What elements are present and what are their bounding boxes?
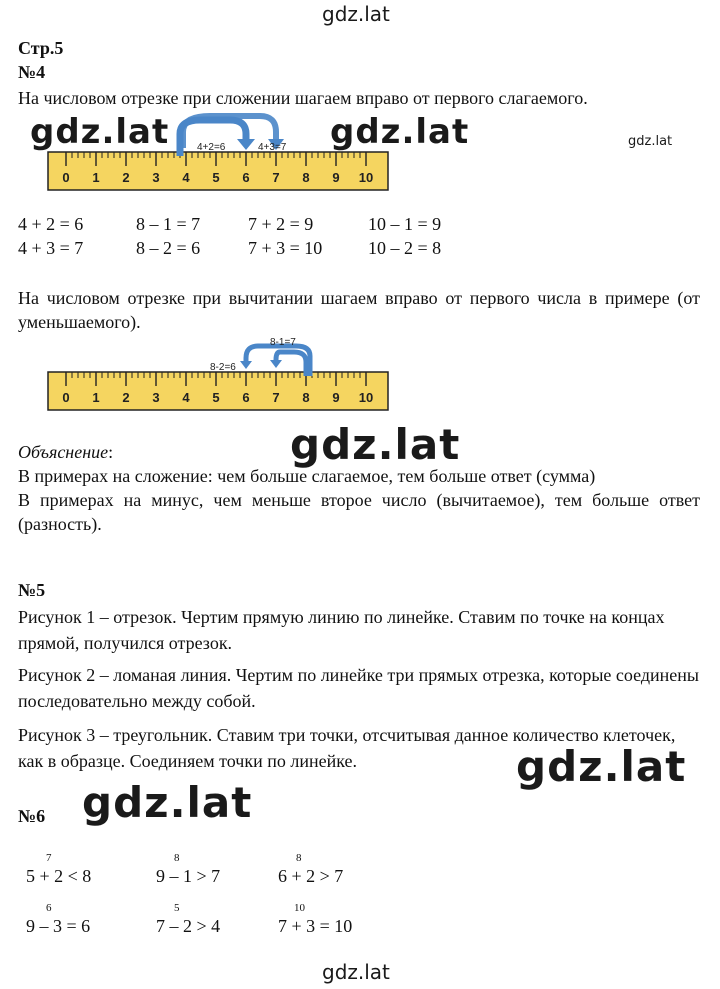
- ruler-tick-label: 6: [242, 390, 250, 405]
- watermark-ruler-mid: gdz.lat: [330, 112, 470, 152]
- comparison-hint: 8: [296, 852, 302, 864]
- task6-number: №6: [18, 806, 46, 826]
- equation: 8 – 2 = 6: [136, 238, 201, 258]
- ruler-tick-label: 1: [92, 390, 100, 405]
- equation: 10 – 2 = 8: [368, 238, 442, 258]
- ruler-tick-label: 2: [122, 390, 130, 405]
- arrow-label-8-2: 8-2=6: [210, 362, 236, 373]
- arrow-label-8-1: 8-1=7: [270, 337, 296, 348]
- watermark-center: gdz.lat: [290, 420, 461, 469]
- explanation-colon: :: [108, 442, 114, 462]
- comparison-expr: 9 – 3 = 6: [26, 916, 91, 936]
- comparison-expr: 6 + 2 > 7: [278, 866, 344, 886]
- ruler-tick-label: 0: [62, 170, 70, 185]
- ruler-tick-label: 2: [122, 170, 130, 185]
- watermark-top: gdz.lat: [322, 2, 390, 26]
- task4-intro: На числовом отрезке при сложении шагаем вправо от первого слагаемого.: [18, 88, 588, 108]
- watermark-bottom: gdz.lat: [322, 960, 390, 984]
- watermark-ruler-right: gdz.lat: [628, 134, 673, 149]
- ruler-tick-label: 8: [302, 390, 310, 405]
- ruler-tick-label: 0: [62, 390, 70, 405]
- ruler-tick-label: 9: [332, 170, 340, 185]
- number-line-subtraction: [40, 332, 400, 414]
- task5-number: №5: [18, 580, 46, 600]
- explanation-heading: [18, 440, 113, 464]
- ruler-tick-label: 10: [358, 170, 374, 185]
- task5-para3: Рисунок 3 – треугольник. Ставим три точки, отсчитывая данное количество клеточек, как в образце. Соединяем точки по линейке.: [18, 725, 676, 771]
- ruler-tick-label: 4: [182, 390, 190, 405]
- comparison-expr: 7 + 3 = 10: [278, 916, 353, 936]
- task4-number: №4: [18, 62, 46, 82]
- comparison-expr: 5 + 2 < 8: [26, 866, 92, 886]
- comparison-expr: 7 – 2 > 4: [156, 916, 221, 936]
- arrow1-label: 4+2=6: [197, 142, 226, 153]
- task5-para2: Рисунок 2 – ломаная линия. Чертим по линейке три прямых отрезка, которые соединены последовательно между собой.: [18, 665, 700, 711]
- task5-para1: Рисунок 1 – отрезок. Чертим прямую линию по линейке. Ставим по точке на концах прямой, получился отрезок.: [18, 607, 665, 653]
- equation: 7 + 2 = 9: [248, 214, 314, 234]
- explanation-line1: В примерах на сложение: чем больше слагаемое, тем больше ответ (сумма): [18, 466, 596, 486]
- explanation-line2: В примерах на минус, чем меньше второе число (вычитаемое), тем больше ответ (разность).: [18, 490, 700, 534]
- watermark-ruler-left: gdz.lat: [30, 112, 170, 152]
- ruler-tick-label: 3: [152, 170, 160, 185]
- equation: 10 – 1 = 9: [368, 214, 442, 234]
- equation: 4 + 3 = 7: [18, 238, 84, 258]
- comparison-hint: 6: [46, 902, 52, 914]
- ruler-tick-label: 5: [212, 170, 220, 185]
- comparison-hint: 7: [46, 852, 52, 864]
- comparison-hint: 8: [174, 852, 180, 864]
- arrow-8-to-7-head: [270, 360, 282, 368]
- task4-subtraction-text: На числовом отрезке при вычитании шагаем вправо от первого числа в примере (от уменьшаемого).: [18, 288, 700, 332]
- arrow2-label: 4+3=7: [258, 142, 287, 153]
- ruler-tick-label: 6: [242, 170, 250, 185]
- ruler-tick-label: 9: [332, 390, 340, 405]
- watermark-left-mid: gdz.lat: [82, 778, 253, 827]
- ruler-tick-label: 10: [358, 390, 374, 405]
- ruler-tick-label: 8: [302, 170, 310, 185]
- explanation-label: Объяснение: [18, 442, 109, 462]
- comparison-hint: 10: [294, 902, 305, 914]
- comparison-expr: 9 – 1 > 7: [156, 866, 221, 886]
- equation: 7 + 3 = 10: [248, 238, 323, 258]
- arrow-8-to-6-head: [240, 361, 252, 369]
- ruler-tick-label: 3: [152, 390, 160, 405]
- ruler-tick-label: 4: [182, 170, 190, 185]
- arrow-4-to-6-head: [237, 139, 255, 150]
- ruler-tick-label: 7: [272, 170, 280, 185]
- ruler-tick-label: 5: [212, 390, 220, 405]
- watermark-right-mid: gdz.lat: [516, 742, 687, 791]
- equation: 8 – 1 = 7: [136, 214, 201, 234]
- equation: 4 + 2 = 6: [18, 214, 84, 234]
- page-header: Стр.5: [18, 38, 64, 58]
- ruler-tick-label: 1: [92, 170, 100, 185]
- ruler-tick-label: 7: [272, 390, 280, 405]
- comparison-hint: 5: [174, 902, 180, 914]
